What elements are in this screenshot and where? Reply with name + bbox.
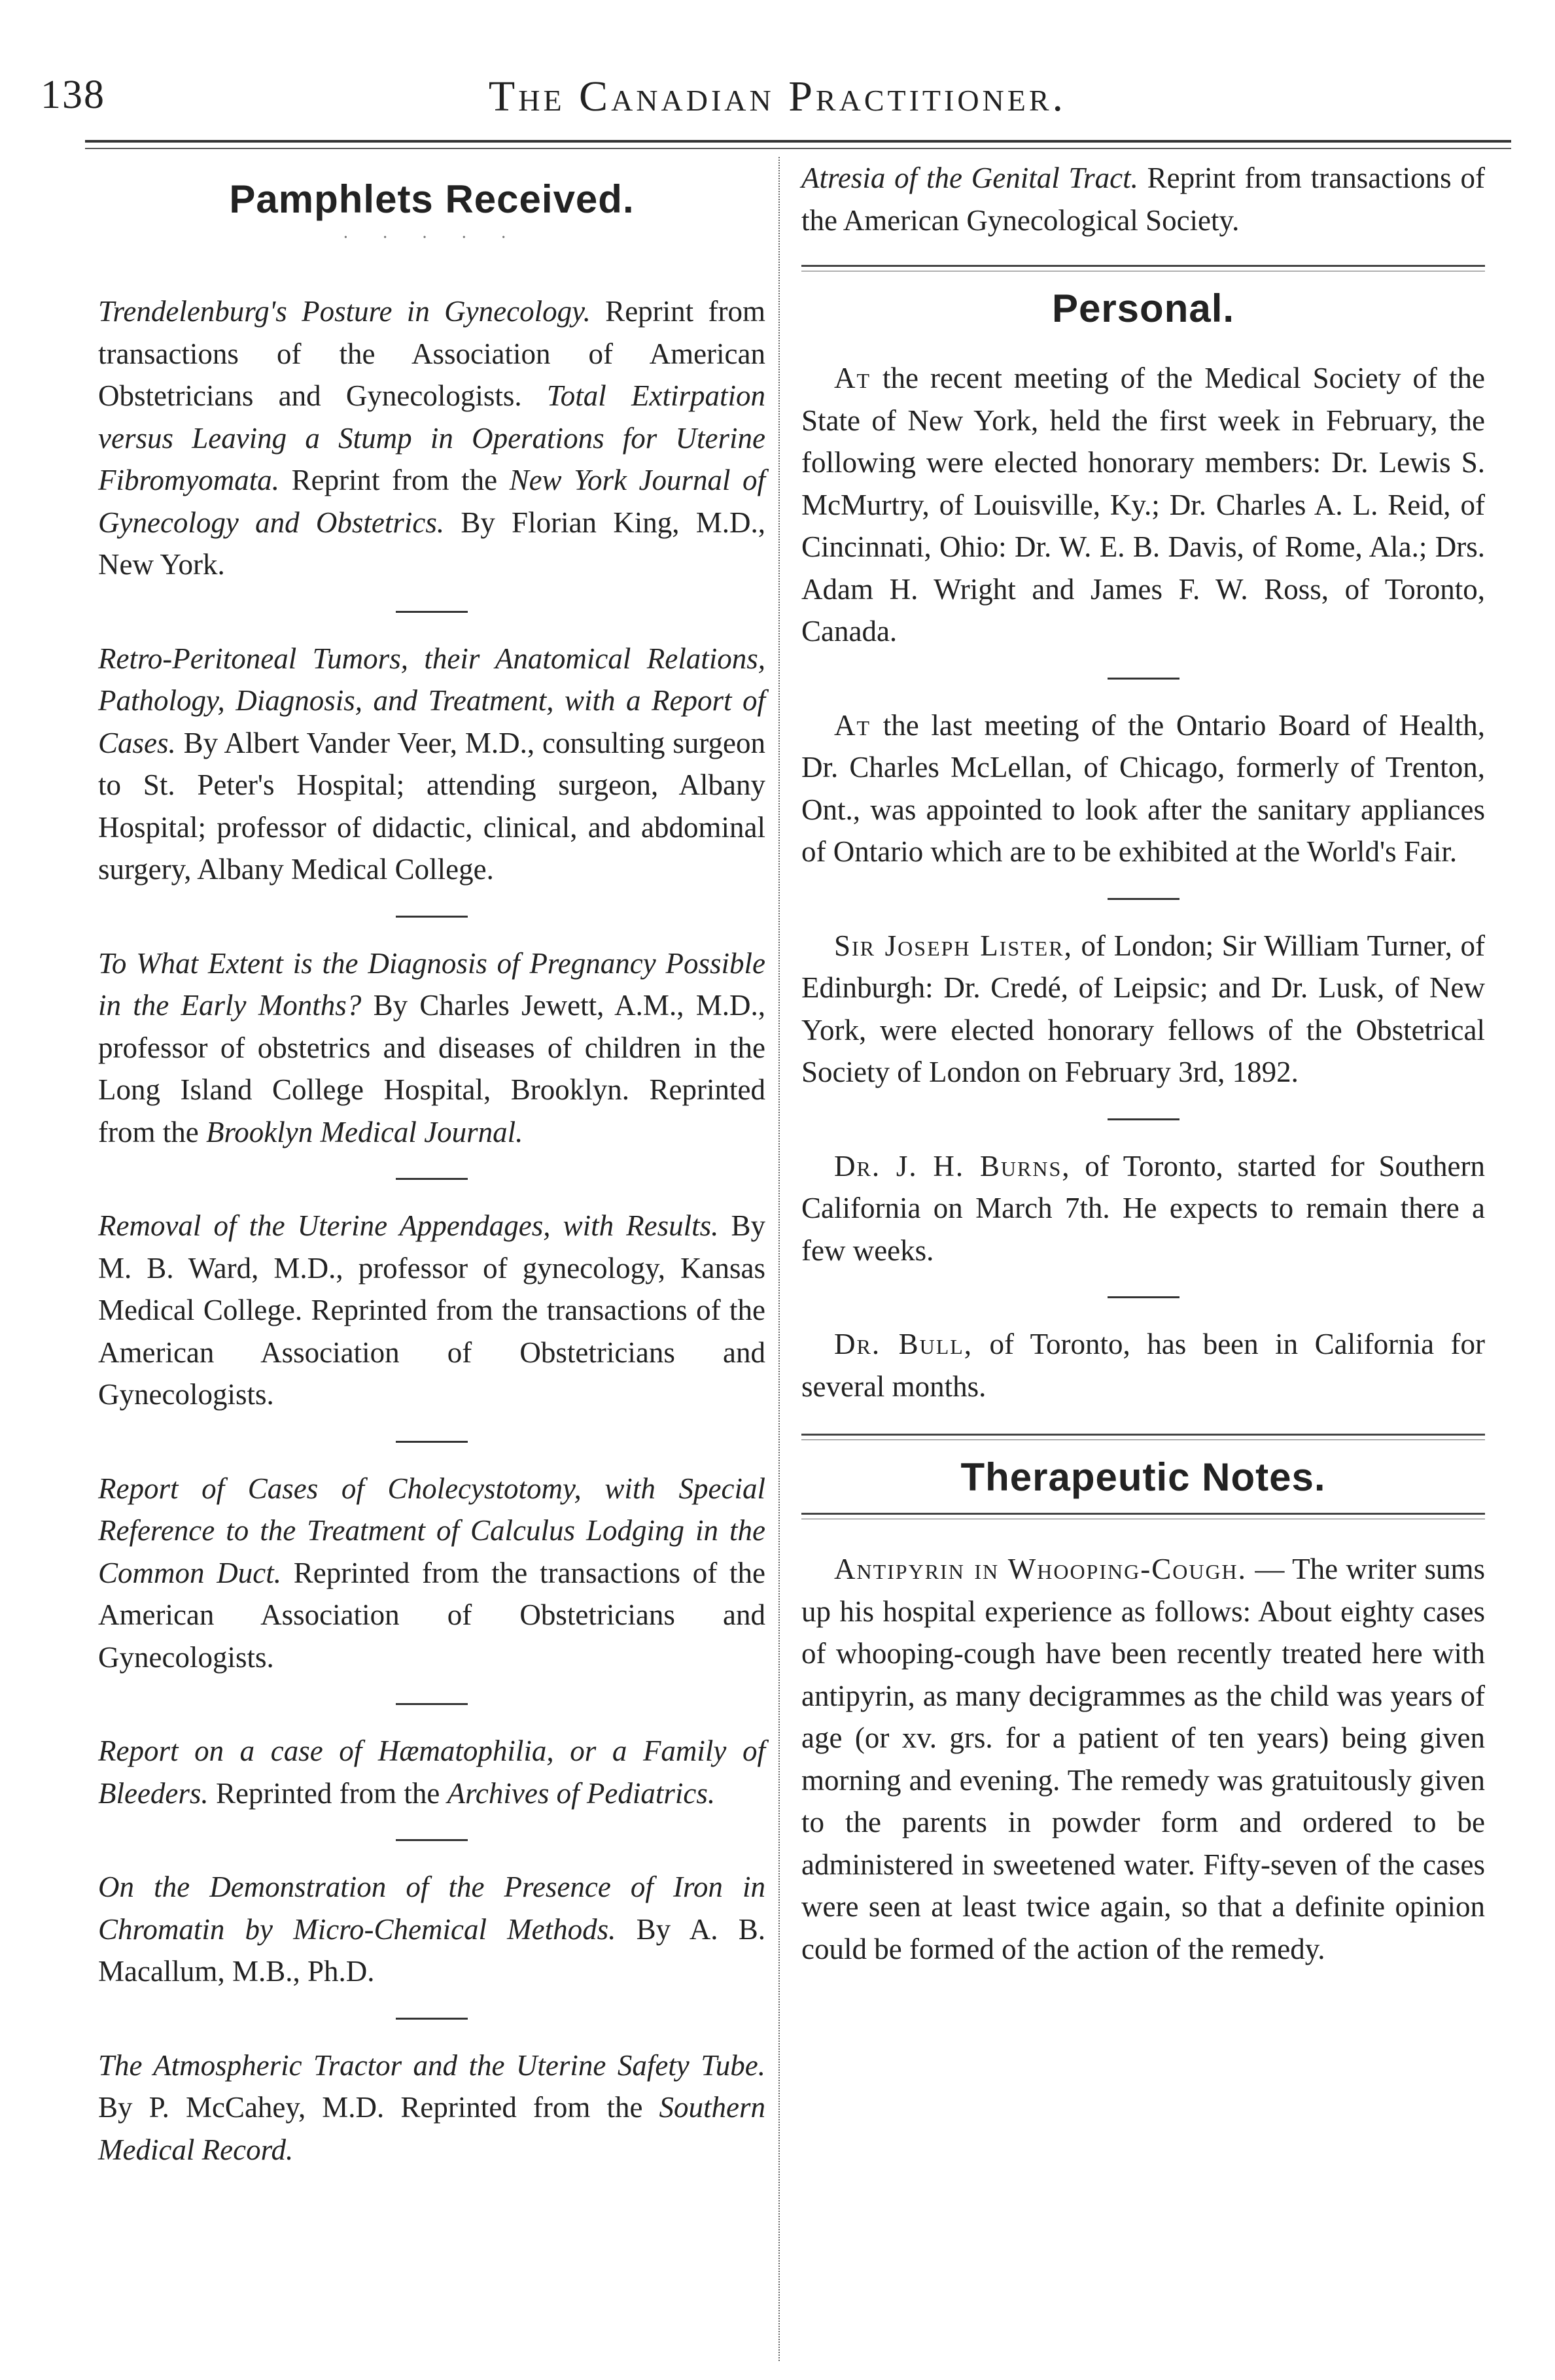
pamphlet-text: Reprint from transactions of the Association of American Obstetricians and Gynecologists. <box>98 295 765 412</box>
pamphlet-title: Trendelenburg's Posture in Gynecology. <box>98 295 591 328</box>
short-rule <box>396 1441 468 1443</box>
short-rule <box>396 2018 468 2020</box>
pamphlet-text: Reprint from the <box>279 464 510 496</box>
section-rule <box>801 265 1485 271</box>
personal-text: of London; Sir William Turner, of Edinburgh: Dr. Credé, of Leipsic; and Dr. Lusk, of New York, were elected honorary fellows of the Obstetrical Society of London on February 3rd, 1892. <box>801 929 1485 1088</box>
pamphlet-title: Report of Cases of Cholecystotomy, with Special Reference to the Treatment of Calculus Lodging in the Common Duct. <box>98 1472 765 1589</box>
pamphlet-entry <box>98 290 765 586</box>
short-rule <box>1108 678 1179 680</box>
personal-item <box>801 704 1485 873</box>
pamphlet-entry <box>98 2044 765 2171</box>
pamphlet-journal: Brooklyn Medical Journal. <box>205 1115 523 1148</box>
header-rule <box>85 140 1511 143</box>
pamphlet-title: Retro-Peritoneal Tumors, their Anatomical Relations, Pathology, Diagnosis, and Treatment, with a Report of Cases. <box>98 642 765 759</box>
personal-text: of Toronto, has been in California for several months. <box>801 1328 1485 1403</box>
personal-lead: At <box>834 708 871 742</box>
page-number: 138 <box>41 73 105 117</box>
dotted-separator: · · · · · <box>342 228 521 248</box>
personal-lead: Dr. Bull, <box>834 1328 973 1360</box>
personal-item <box>801 357 1485 653</box>
pamphlet-entry <box>98 942 765 1154</box>
personal-item <box>801 925 1485 1094</box>
personal-text: of Toronto, started for Southern California on March 7th. He expects to remain there a few weeks. <box>801 1149 1485 1267</box>
pamphlet-journal: Southern Medical Record. <box>98 2091 765 2166</box>
section-title-personal: Personal. <box>1051 286 1235 330</box>
personal-item <box>801 1145 1485 1272</box>
header-rule-thin <box>85 148 1511 149</box>
journal-title: The Canadian Practitioner. <box>488 73 1067 120</box>
personal-text: the recent meeting of the Medical Society of the State of New York, held the first week in February, the following were elected honorary members: Dr. Lewis S. McMurtry, of Louisville, Ky.; Dr. Charles A. L. Reid, of Cincinnati, Ohio: Dr. W. E. B. Davis, of Rome, Ala.; Drs. Adam H. Wright and James F. W. Ross, of Toronto, Canada. <box>801 362 1485 647</box>
therapeutic-note <box>801 1548 1485 1970</box>
pamphlet-journal: New York Journal of Gynecology and Obstetrics. <box>98 464 765 539</box>
pamphlet-text: By A. B. Macallum, M.B., Ph.D. <box>98 1912 766 1988</box>
pamphlet-entry <box>98 1730 765 1814</box>
pamphlet-title: Removal of the Uterine Appendages, with Results. <box>98 1209 719 1242</box>
short-rule <box>396 611 468 613</box>
pamphlet-title: Atresia of the Genital Tract. <box>801 162 1138 194</box>
pamphlet-title: The Atmospheric Tractor and the Uterine Safety Tube. <box>98 2048 765 2082</box>
personal-lead: Dr. J. H. Burns, <box>834 1149 1071 1182</box>
pamphlet-entry <box>98 1205 765 1416</box>
short-rule <box>396 1178 468 1180</box>
short-rule <box>396 1703 468 1705</box>
pamphlet-entry <box>98 1866 765 1993</box>
pamphlet-text: By Albert Vander Veer, M.D., consulting surgeon to St. Peter's Hospital; attending surgeon, Albany Hospital; professor of didactic, clinical, and abdominal surgery, Albany Medical College. <box>98 726 765 886</box>
pamphlet-entry <box>98 1468 765 1679</box>
pamphlet-entry-continued <box>801 157 1485 241</box>
right-column <box>801 157 1485 1970</box>
short-rule <box>396 1839 468 1841</box>
personal-text: the last meeting of the Ontario Board of Health, Dr. Charles McLellan, of Chicago, formerly of Trenton, Ont., was appointed to look after the sanitary appliances of Ontario which are to be exhibited at the World's Fair. <box>801 708 1485 868</box>
short-rule <box>1108 1118 1179 1120</box>
therapeutic-text: — The writer sums up his hospital experience as follows: About eighty cases of whooping-cough have been recently treated here with antipyrin, as many decigrammes as the child was years of age (or xv. grs. for a patient of ten years) being given morning and evening. The remedy was gratuitously given to the parents in powder form and ordered to be administered in sweetened water. Fifty-seven of the cases were seen at least twice again, so that a definite opinion could be formed of the action of the remedy. <box>801 1553 1485 1965</box>
section-rule <box>801 1434 1485 1440</box>
personal-lead: At <box>834 362 871 394</box>
pamphlet-text: By Florian King, M.D., New York. <box>98 506 766 581</box>
running-head <box>0 72 1555 137</box>
pamphlet-title: Report on a case of Hæmatophilia, or a Family of Bleeders. <box>98 1734 765 1810</box>
short-rule <box>1108 898 1179 900</box>
pamphlet-title: On the Demonstration of the Presence of Iron in Chromatin by Micro-Chemical Methods. <box>98 1871 765 1946</box>
left-column <box>98 157 765 2171</box>
short-rule <box>396 916 468 918</box>
pamphlet-text: By P. McCahey, M.D. Reprinted from the <box>98 2091 659 2124</box>
pamphlet-text: By M. B. Ward, M.D., professor of gynecology, Kansas Medical College. Reprinted from the transactions of the American Association of Obstetricians and Gynecologists. <box>98 1209 765 1411</box>
pamphlet-title: Total Extirpation versus Leaving a Stump in Operations for Uterine Fibromyomata. <box>98 379 766 496</box>
pamphlet-title: To What Extent is the Diagnosis of Pregnancy Possible in the Early Months? <box>98 946 765 1022</box>
personal-item <box>801 1323 1485 1407</box>
column-divider <box>778 157 780 2361</box>
section-rule <box>801 1513 1485 1519</box>
pamphlet-text: Reprint from transactions of the American Gynecological Society. <box>801 162 1485 237</box>
pamphlet-entry <box>98 638 765 891</box>
section-title-therapeutic: Therapeutic Notes. <box>960 1455 1326 1499</box>
section-title-pamphlets: Pamphlets Received. <box>229 177 635 221</box>
therapeutic-lead: Antipyrin in Whooping-Cough. <box>834 1553 1247 1585</box>
short-rule <box>1108 1296 1179 1298</box>
personal-lead: Sir Joseph Lister, <box>834 929 1073 962</box>
pamphlet-journal: Archives of Pediatrics. <box>447 1776 716 1810</box>
pamphlet-text: By Charles Jewett, A.M., M.D., professor of obstetrics and diseases of children in the Long Island College Hospital, Brooklyn. Reprinted from the <box>98 989 765 1148</box>
pamphlet-text: Reprinted from the transactions of the American Association of Obstetricians and Gynecologists. <box>98 1556 765 1674</box>
pamphlet-text: Reprinted from the <box>208 1776 447 1810</box>
